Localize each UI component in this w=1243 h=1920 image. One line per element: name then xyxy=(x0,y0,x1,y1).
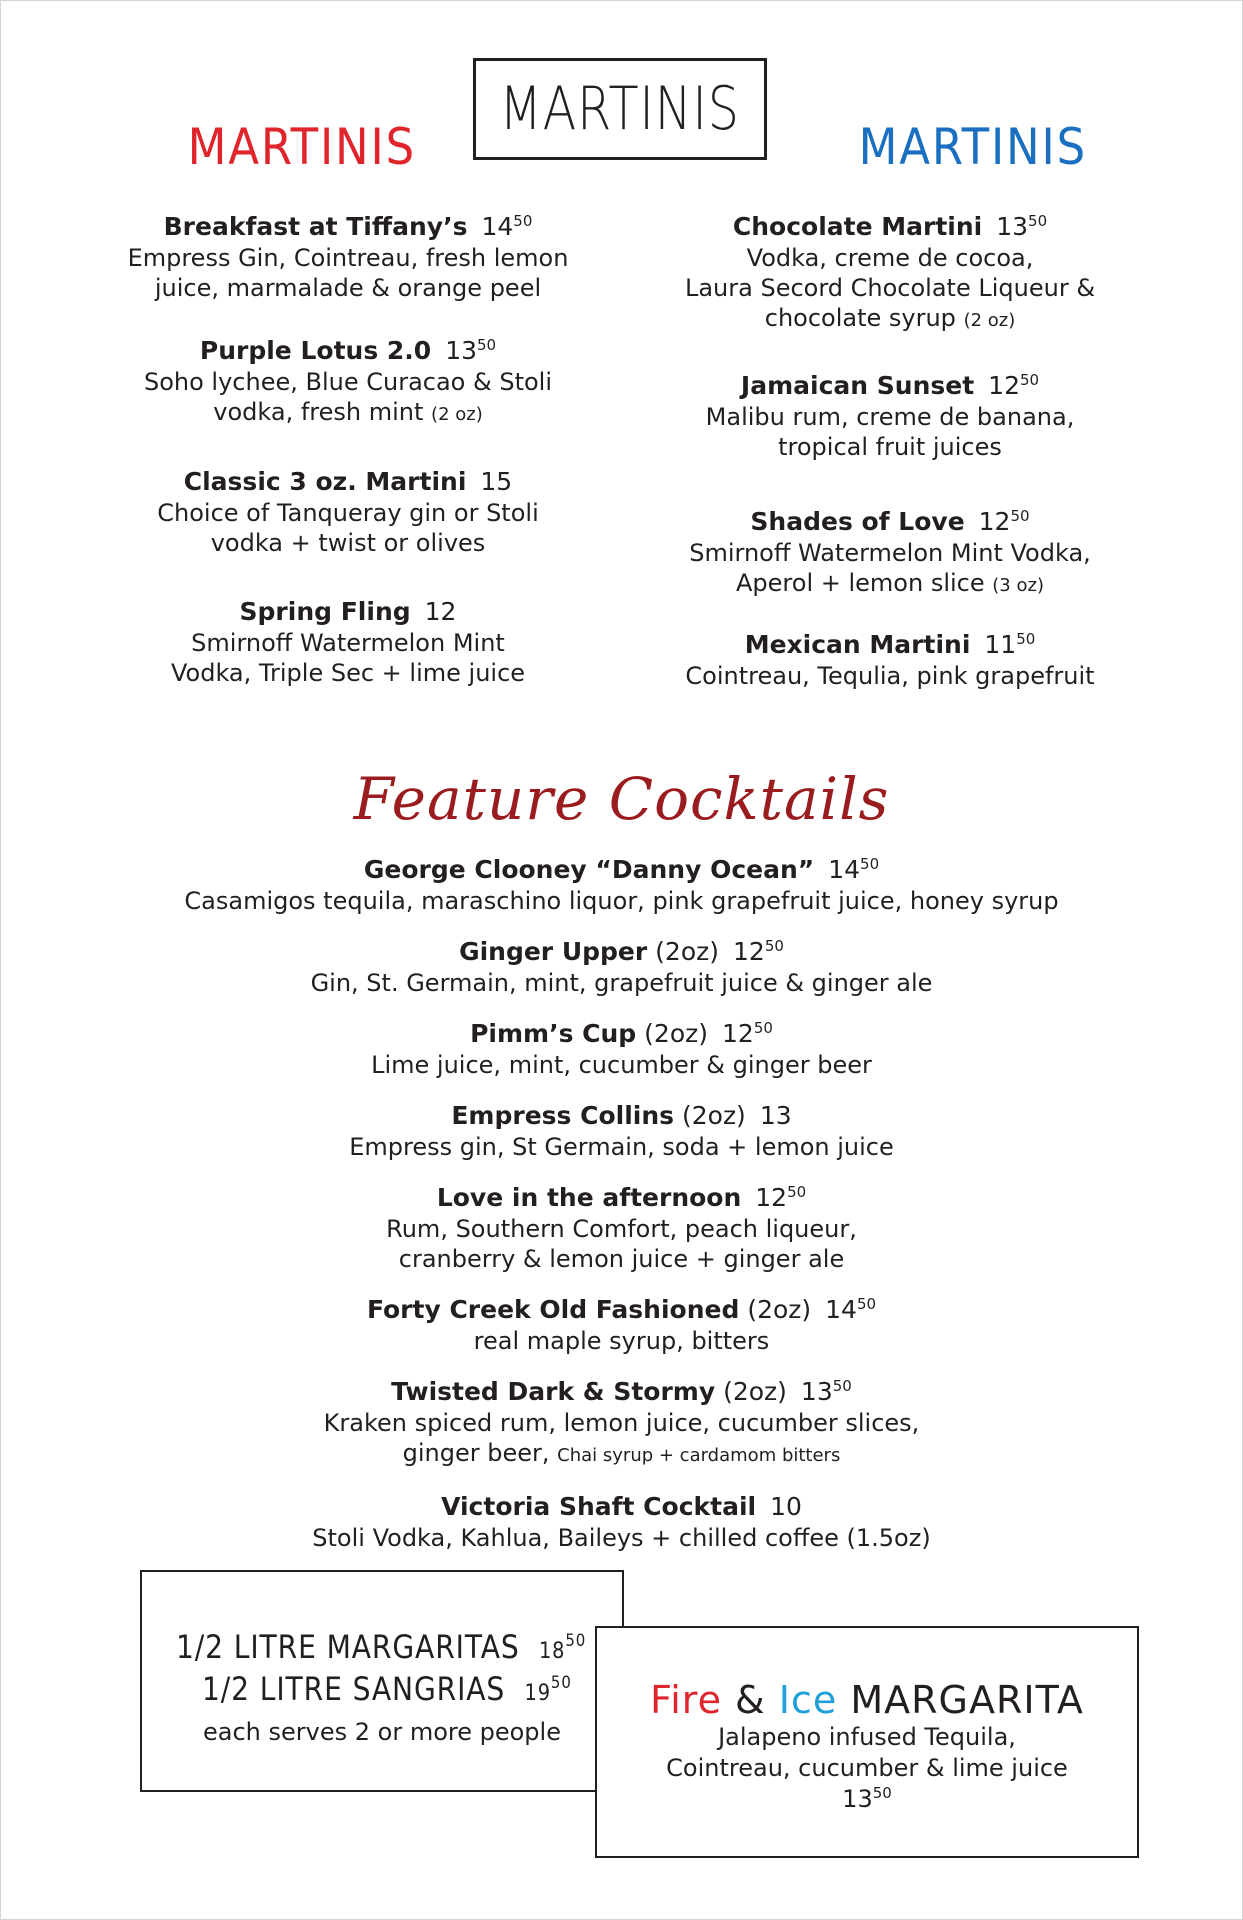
item-price: $11^{50}$ xyxy=(984,630,1036,659)
item-name: Victoria Shaft Cocktail xyxy=(441,1492,757,1521)
item-description: Stoli Vodka, Kahlua, Baileys + chilled coffee (1.5oz) xyxy=(312,1524,931,1552)
item-description: Smirnoff Watermelon Mint Vodka, xyxy=(689,539,1091,567)
item-name: Spring Fling xyxy=(239,597,411,626)
item-description: Lime juice, mint, cucumber & ginger beer xyxy=(371,1051,872,1079)
item-extra-note: Chai syrup + cardamom bitters xyxy=(557,1445,841,1466)
item-price: $13^{50}$ xyxy=(445,336,497,365)
item-price: $13^{50}$ xyxy=(996,212,1048,241)
item-name: Pimm’s Cup xyxy=(470,1019,637,1048)
item-description: Laura Secord Chocolate Liqueur & xyxy=(684,274,1096,302)
item-description: Vodka, creme de cocoa, xyxy=(746,244,1034,272)
item-price: $12^{50}$ xyxy=(733,937,784,966)
item-price: 15 xyxy=(480,467,513,496)
item-name: Jamaican Sunset xyxy=(740,371,975,400)
item-name: Shades of Love xyxy=(750,507,965,536)
item-price: $14^{50}$ xyxy=(828,855,880,884)
item-description: Choice of Tanqueray gin or Stoli xyxy=(157,499,539,527)
item-size: (2oz) xyxy=(655,937,720,966)
item-price: $14^{50}$ xyxy=(481,212,533,241)
menu-item xyxy=(0,930,1243,998)
sangrias-price: $19^{50}$ xyxy=(524,1673,572,1706)
menu-item xyxy=(0,1012,1243,1080)
item-price: $12^{50}$ xyxy=(722,1019,773,1048)
item-size: (2oz) xyxy=(747,1295,812,1324)
item-name: Classic 3 oz. Martini xyxy=(183,467,467,496)
menu-item xyxy=(118,205,578,303)
martinis-left-column xyxy=(118,205,578,688)
item-price: 12 xyxy=(424,597,457,626)
menu-item xyxy=(0,1288,1243,1356)
item-price: $13^{50}$ xyxy=(800,1377,852,1406)
item-description: ginger beer, Chai syrup + cardamom bitters xyxy=(402,1439,841,1467)
menu-item xyxy=(0,848,1243,916)
item-description: Rum, Southern Comfort, peach liqueur, xyxy=(386,1215,857,1243)
martinis-right-column xyxy=(660,205,1120,691)
right-column-heading: MARTINIS xyxy=(858,118,1087,176)
left-column-heading: MARTINIS xyxy=(187,118,416,176)
item-price: $13^{50}$ xyxy=(842,1784,892,1813)
item-name: Twisted Dark & Stormy xyxy=(391,1377,716,1406)
item-description: Cointreau, Tequlia, pink grapefruit xyxy=(685,662,1095,690)
item-description: juice, marmalade & orange peel xyxy=(154,274,542,302)
item-price: $12^{50}$ xyxy=(755,1183,807,1212)
item-name: Forty Creek Old Fashioned xyxy=(366,1295,740,1324)
item-description: vodka, fresh mint (2 oz) xyxy=(213,398,483,426)
item-size-note: (2 oz) xyxy=(431,404,483,425)
item-size-note: (3 oz) xyxy=(992,575,1044,596)
item-description: Cointreau, cucumber & lime juice xyxy=(666,1754,1068,1782)
fire-ice-margarita-box xyxy=(595,1626,1139,1858)
item-description: chocolate syrup (2 oz) xyxy=(764,304,1016,332)
item-name: Mexican Martini xyxy=(744,630,971,659)
item-description: Empress Gin, Cointreau, fresh lemon xyxy=(127,244,569,272)
feature-cocktails-list xyxy=(0,848,1243,1567)
item-description: Malibu rum, creme de banana, xyxy=(705,403,1075,431)
item-description: Aperol + lemon slice (3 oz) xyxy=(736,569,1044,597)
menu-item xyxy=(660,364,1120,462)
item-price: 10 xyxy=(770,1492,802,1521)
item-description: Casamigos tequila, maraschino liquor, pink grapefruit juice, honey syrup xyxy=(184,887,1059,915)
item-size-note: (2 oz) xyxy=(963,310,1016,331)
menu-title-box xyxy=(473,58,767,160)
margaritas-price: $18^{50}$ xyxy=(538,1631,587,1664)
menu-item xyxy=(660,500,1120,601)
item-description: Soho lychee, Blue Curacao & Stoli xyxy=(143,368,552,396)
item-name: Purple Lotus 2.0 xyxy=(199,336,432,365)
item-price: $12^{50}$ xyxy=(988,371,1040,400)
item-description: real maple syrup, bitters xyxy=(473,1327,770,1355)
item-size: (2oz) xyxy=(723,1377,787,1406)
item-size: (2oz) xyxy=(644,1019,708,1048)
item-price: $12^{50}$ xyxy=(978,507,1030,536)
margaritas-line: 1/2 LITRE MARGARITAS $18^{50}$ xyxy=(176,1628,587,1666)
item-description: Smirnoff Watermelon Mint xyxy=(191,629,505,657)
sangrias-line: 1/2 LITRE SANGRIAS $19^{50}$ xyxy=(202,1670,572,1708)
feature-cocktails-heading: Feature Cocktails xyxy=(353,765,890,833)
menu-item xyxy=(0,1370,1243,1471)
item-description: Vodka, Triple Sec + lime juice xyxy=(170,659,526,687)
item-price: 13 xyxy=(759,1101,792,1130)
item-price: $14^{50}$ xyxy=(825,1295,877,1324)
menu-item xyxy=(118,460,578,558)
menu-item xyxy=(0,1485,1243,1553)
item-description: vodka + twist or olives xyxy=(210,529,486,557)
menu-item xyxy=(660,205,1120,336)
item-name: Breakfast at Tiffany’s xyxy=(163,212,468,241)
item-name: Empress Collins xyxy=(451,1101,675,1130)
menu-item xyxy=(660,623,1120,691)
menu-item xyxy=(0,1176,1243,1274)
item-name: Ginger Upper xyxy=(459,937,648,966)
item-size: (2oz) xyxy=(681,1101,746,1130)
item-description: cranberry & lemon juice + ginger ale xyxy=(398,1245,845,1273)
menu-item xyxy=(118,329,578,430)
item-description: Empress gin, St Germain, soda + lemon juice xyxy=(349,1133,894,1161)
item-name: George Clooney “Danny Ocean” xyxy=(363,855,815,884)
item-description: tropical fruit juices xyxy=(778,433,1002,461)
item-description: Kraken spiced rum, lemon juice, cucumber slices, xyxy=(323,1409,920,1437)
item-name: Chocolate Martini xyxy=(732,212,983,241)
item-description: Gin, St. Germain, mint, grapefruit juice & ginger ale xyxy=(310,969,933,997)
menu-title: MARTINIS xyxy=(499,74,741,144)
item-name: Love in the afternoon xyxy=(436,1183,742,1212)
fire-ice-title: Fire & Ice MARGARITA xyxy=(650,1678,1084,1722)
pitchers-box xyxy=(140,1570,624,1792)
menu-item xyxy=(118,590,578,688)
item-description: Jalapeno infused Tequila, xyxy=(718,1723,1016,1751)
menu-item xyxy=(0,1094,1243,1162)
serves-note: each serves 2 or more people xyxy=(203,1718,561,1746)
